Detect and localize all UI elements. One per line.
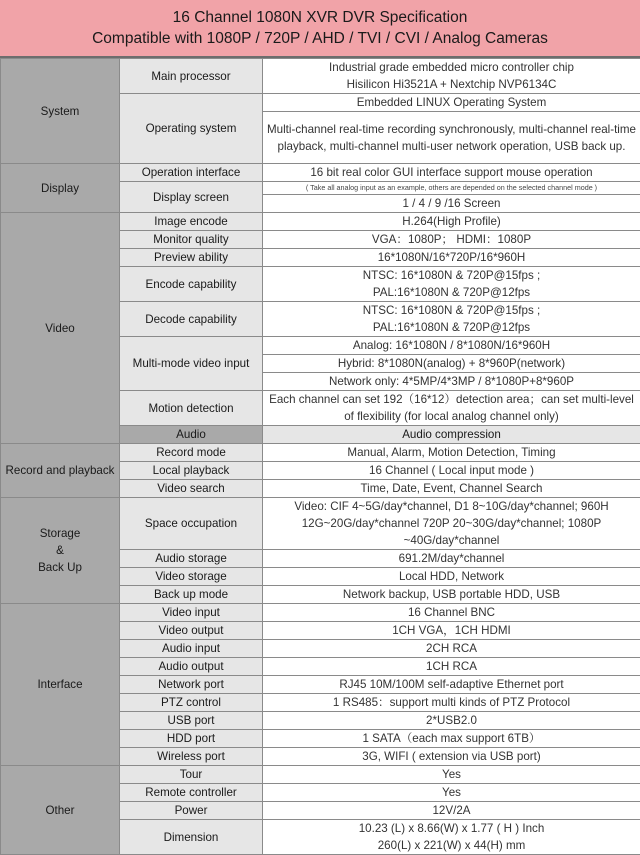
row-value: 1 SATA（each max support 6TB） xyxy=(263,730,640,748)
row-value: Hybrid: 8*1080N(analog) + 8*960P(network) xyxy=(263,355,640,373)
row-value: Time, Date, Event, Channel Search xyxy=(263,480,640,498)
group-storage-backup xyxy=(1,498,120,604)
row-value: 2*USB2.0 xyxy=(263,712,640,730)
table-row xyxy=(1,498,640,550)
row-value: Yes xyxy=(263,784,640,802)
group-display: Display xyxy=(1,164,120,213)
row-value: Multi-channel real-time recording synchronously, multi-channel real-time playback, multi-channel multi-user network operation, USB back up. xyxy=(263,112,640,164)
row-value: H.264(High Profile) xyxy=(263,213,640,231)
row-value: 1CH VGA，1CH HDMI xyxy=(263,622,640,640)
row-label: Audio input xyxy=(120,640,263,658)
row-label: Back up mode xyxy=(120,586,263,604)
table-row xyxy=(1,164,640,182)
row-value xyxy=(263,820,640,855)
row-value: 691.2M/day*channel xyxy=(263,550,640,568)
row-value: 1CH RCA xyxy=(263,658,640,676)
value-line: Industrial grade embedded micro controller chip xyxy=(266,59,637,76)
row-label: Dimension xyxy=(120,820,263,855)
row-value: VGA：1080P； HDMI：1080P xyxy=(263,231,640,249)
value-line: PAL:16*1080N & 720P@12fps xyxy=(266,319,637,336)
row-label: Video storage xyxy=(120,568,263,586)
row-value xyxy=(263,267,640,302)
row-label: Operating system xyxy=(120,94,263,164)
row-label: Display screen xyxy=(120,182,263,213)
row-label: Video search xyxy=(120,480,263,498)
row-label: Main processor xyxy=(120,59,263,94)
row-value: Video: CIF 4~5G/day*channel, D1 8~10G/day*channel; 960H 12G~20G/day*channel 720P 20~30G/day*channel; 1080P ~40G/day*channel xyxy=(263,498,640,550)
group-record-playback: Record and playback xyxy=(1,444,120,498)
row-label: Record mode xyxy=(120,444,263,462)
table-row xyxy=(1,59,640,94)
row-label: Multi-mode video input xyxy=(120,337,263,391)
row-value: Local HDD, Network xyxy=(263,568,640,586)
row-label: Monitor quality xyxy=(120,231,263,249)
row-label: Local playback xyxy=(120,462,263,480)
row-label: PTZ control xyxy=(120,694,263,712)
row-label: Preview ability xyxy=(120,249,263,267)
table-row xyxy=(1,766,640,784)
group-label-line: & xyxy=(4,542,116,559)
value-line: PAL:16*1080N & 720P@12fps xyxy=(266,284,637,301)
row-note: ( Take all analog input as an example, others are depended on the selected channel mode ) xyxy=(263,182,640,195)
row-label: Audio output xyxy=(120,658,263,676)
row-value xyxy=(263,302,640,337)
value-line: 10.23 (L) x 8.66(W) x 1.77 ( H ) Inch xyxy=(266,820,637,837)
value-line: Hisilicon Hi3521A + Nextchip NVP6134C xyxy=(266,76,637,93)
row-value: Yes xyxy=(263,766,640,784)
spec-title: 16 Channel 1080N XVR DVR Specification xyxy=(173,7,468,28)
spec-header xyxy=(0,0,640,58)
row-value: 12V/2A xyxy=(263,802,640,820)
row-value: 16 Channel BNC xyxy=(263,604,640,622)
group-label-line: Back Up xyxy=(4,559,116,576)
row-label: Tour xyxy=(120,766,263,784)
spec-subtitle: Compatible with 1080P / 720P / AHD / TVI / CVI / Analog Cameras xyxy=(92,28,548,49)
row-label: HDD port xyxy=(120,730,263,748)
row-label: Audio compression xyxy=(263,426,640,444)
table-row xyxy=(1,213,640,231)
group-audio: Audio xyxy=(120,426,263,444)
group-system: System xyxy=(1,59,120,164)
value-line: 260(L) x 221(W) x 44(H) mm xyxy=(266,837,637,854)
row-value: Embedded LINUX Operating System xyxy=(263,94,640,112)
row-label: Motion detection xyxy=(120,391,263,426)
row-value: 2CH RCA xyxy=(263,640,640,658)
value-line: NTSC: 16*1080N & 720P@15fps ; xyxy=(266,267,637,284)
row-label: Video output xyxy=(120,622,263,640)
row-label: Power xyxy=(120,802,263,820)
table-row xyxy=(1,444,640,462)
table-row xyxy=(1,604,640,622)
row-label: Space occupation xyxy=(120,498,263,550)
row-label: Wireless port xyxy=(120,748,263,766)
row-value: Analog: 16*1080N / 8*1080N/16*960H xyxy=(263,337,640,355)
row-value: 1 / 4 / 9 /16 Screen xyxy=(263,195,640,213)
row-value: 3G, WIFI ( extension via USB port) xyxy=(263,748,640,766)
row-value: 16 bit real color GUI interface support mouse operation xyxy=(263,164,640,182)
spec-table xyxy=(0,58,640,855)
value-line: NTSC: 16*1080N & 720P@15fps ; xyxy=(266,302,637,319)
row-value xyxy=(263,59,640,94)
row-value: 1 RS485：support multi kinds of PTZ Protocol xyxy=(263,694,640,712)
row-label: Video input xyxy=(120,604,263,622)
row-value: Manual, Alarm, Motion Detection, Timing xyxy=(263,444,640,462)
row-value: 16*1080N/16*720P/16*960H xyxy=(263,249,640,267)
row-label: Operation interface xyxy=(120,164,263,182)
row-label: Image encode xyxy=(120,213,263,231)
group-label-line: Storage xyxy=(4,525,116,542)
group-interface: Interface xyxy=(1,604,120,766)
row-label: USB port xyxy=(120,712,263,730)
row-label: Remote controller xyxy=(120,784,263,802)
row-value: Network only: 4*5MP/4*3MP / 8*1080P+8*960P xyxy=(263,373,640,391)
row-label: Network port xyxy=(120,676,263,694)
row-value: RJ45 10M/100M self-adaptive Ethernet port xyxy=(263,676,640,694)
row-value: Network backup, USB portable HDD, USB xyxy=(263,586,640,604)
row-value: Each channel can set 192（16*12）detection area；can set multi-level of flexibility (for local analog channel only) xyxy=(263,391,640,426)
row-label: Decode capability xyxy=(120,302,263,337)
group-video: Video xyxy=(1,213,120,444)
row-value: 16 Channel ( Local input mode ) xyxy=(263,462,640,480)
row-label: Encode capability xyxy=(120,267,263,302)
group-other: Other xyxy=(1,766,120,855)
row-label: Audio storage xyxy=(120,550,263,568)
